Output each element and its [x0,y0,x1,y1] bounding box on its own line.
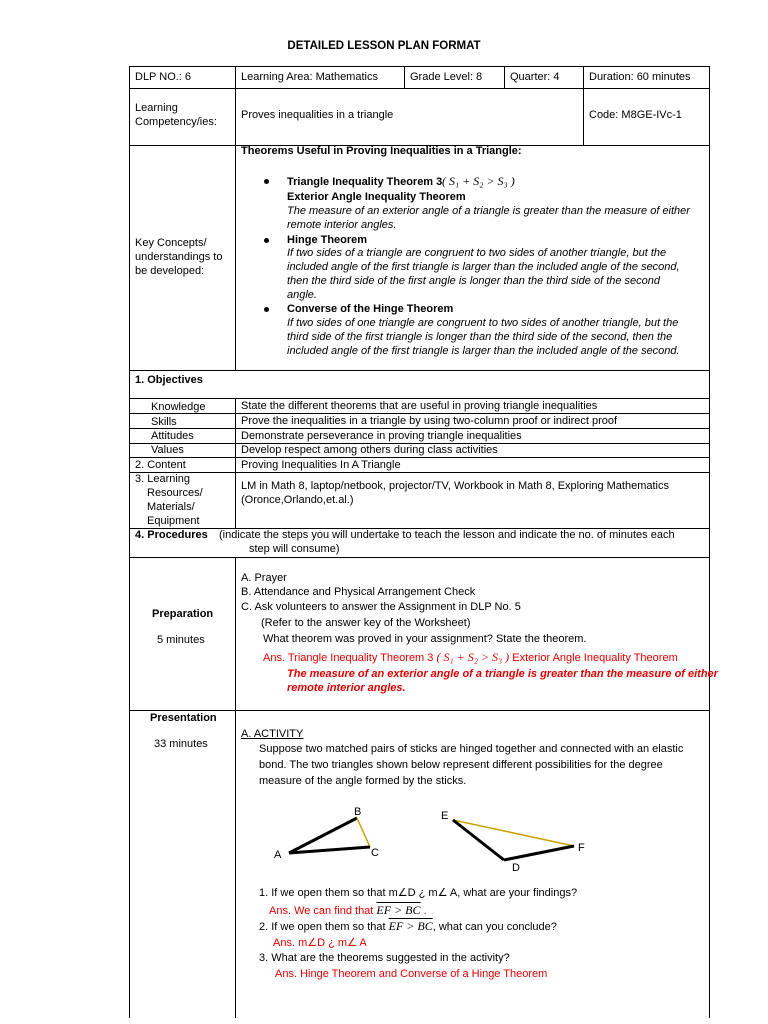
answer-suffix: Exterior Angle Inequality Theorem [512,652,678,664]
theorem-formula: ( S₁ + S₂ > S₃ ) [442,174,515,188]
activity-text: Suppose two matched pairs of sticks are hinged together and connected with an elastic [259,743,684,755]
preparation-step: B. Attendance and Physical Arrangement Check [241,586,476,598]
answer-1-formula: EF > BC [376,903,421,917]
answer-formula: ( S₁ + S₂ > S₃ ) [436,650,510,664]
triangles-figure [260,800,600,880]
answer-1-prefix: Ans. We can find that [269,905,374,917]
triangle-def-side-df [504,846,574,860]
objective-text: Develop respect among others during class activities [241,444,498,456]
page-title: DETAILED LESSON PLAN FORMAT [287,40,481,52]
bullet-icon [264,179,269,184]
question-2-formula: EF > BC [388,919,433,933]
theorem-text: If two sides of a triangle are congruent to two sides of another triangle, but the [287,247,667,259]
preparation-answer-text: The measure of an exterior angle of a triangle is greater than the measure of either [287,668,718,680]
bullet-icon [264,307,269,312]
competency-label-1: Learning [135,102,178,114]
theorem-text: remote interior angles. [287,219,397,231]
preparation-step: What theorem was proved in your assignment? State the theorem. [263,633,587,645]
objective-label: Attitudes [151,430,194,442]
theorem-text: third side of the first triangle is longer than the third side of the second, then the [287,331,673,343]
theorem-text: then the third side of the first angle is longer than the third side of the second [287,275,661,287]
bullet-icon [264,238,269,243]
procedures-note: step will consume) [249,543,340,555]
preparation-step: A. Prayer [241,572,287,584]
objective-text: Prove the inequalities in a triangle by using two-column proof or indirect proof [241,415,618,427]
resources-label-3: Materials/ [147,501,195,513]
objective-label: Values [151,444,184,456]
resources-label-2: Resources/ [147,487,203,499]
competency-text: Proves inequalities in a triangle [241,109,394,121]
duration: Duration: 60 minutes [589,71,691,83]
quarter: Quarter: 4 [510,71,560,83]
answer-1 [269,903,427,918]
objective-label: Knowledge [151,401,206,413]
answer-prefix: Ans. Triangle Inequality Theorem 3 [263,652,434,664]
resources-text: (Oronce,Orlando,et.al.) [241,494,354,506]
key-concepts-heading: Theorems Useful in Proving Inequalities in a Triangle: [241,145,522,157]
answer-1-suffix: . [423,905,427,917]
preparation-time: 5 minutes [157,634,205,646]
theorem-text: The measure of an exterior angle of a triangle is greater than the measure of either [287,205,690,217]
key-concepts-label-2: understandings to [135,251,223,263]
objective-text: State the different theorems that are useful in proving triangle inequalities [241,400,598,412]
procedures-heading: 4. Procedures [135,529,208,541]
theorem-text: included angle of the first triangle is larger than the included angle of the second. [287,345,680,357]
answer-3: Ans. Hinge Theorem and Converse of a Hinge Theorem [275,968,548,980]
presentation-label: Presentation [150,712,217,724]
activity-heading: A. ACTIVITY [241,728,304,740]
theorem-text: angle. [287,289,317,301]
vertex-label-e: E [441,810,449,822]
content-label: 2. Content [135,459,186,471]
vertex-label-d: D [512,862,520,874]
content-text: Proving Inequalities In A Triangle [241,459,401,471]
competency-label-2: Competency/ies: [135,116,217,128]
procedures-note: (indicate the steps you will undertake to teach the lesson and indicate the no. of minutes each [219,529,675,541]
resources-text: LM in Math 8, laptop/netbook, projector/TV, Workbook in Math 8, Exploring Mathematics [241,480,669,492]
theorem-title: Triangle Inequality Theorem 3 [287,176,443,188]
resources-label-1: 3. Learning [135,473,191,485]
dlp-number: DLP NO.: 6 [135,71,192,83]
question-1: 1. If we open them so that m∠D ¿ m∠ A, what are your findings? [259,887,578,899]
question-2 [259,919,557,934]
vertex-label-a: A [274,849,282,861]
theorem-title-2: Exterior Angle Inequality Theorem [287,191,466,203]
learning-area: Learning Area: Mathematics [241,71,378,83]
theorem-text: If two sides of one triangle are congruent to two sides of another triangle, but the [287,317,679,329]
grade-level: Grade Level: 8 [410,71,483,83]
vertex-label-f: F [578,842,585,854]
question-2-prefix: 2. If we open them so that [259,921,386,933]
preparation-step: (Refer to the answer key of the Worksheet) [261,617,471,629]
theorem-text: included angle of the first triangle is larger than the included angle of the second, [287,261,680,273]
preparation-answer [263,650,678,665]
theorem-title: Hinge Theorem [287,234,368,246]
question-3: 3. What are the theorems suggested in the activity? [259,952,510,964]
triangle-abc-side-bc [357,818,370,847]
objectives-heading: 1. Objectives [135,374,203,386]
resources-label-4: Equipment [147,515,200,527]
vertex-label-b: B [354,806,362,818]
theorem-title: Converse of the Hinge Theorem [287,303,454,315]
key-concepts-label-3: be developed: [135,265,205,277]
presentation-time: 33 minutes [154,738,208,750]
objective-label: Skills [151,416,177,428]
vertex-label-c: C [371,847,379,859]
activity-text: bond. The two triangles shown below represent different possibilities for the degree [259,759,663,771]
objective-text: Demonstrate perseverance in proving triangle inequalities [241,430,522,442]
preparation-answer-text: remote interior angles. [287,682,406,694]
activity-text: measure of the angle formed by the sticks. [259,775,467,787]
question-2-suffix: , what can you conclude? [432,921,557,933]
competency-code: Code: M8GE-IVc-1 [589,109,682,121]
answer-2: Ans. m∠D ¿ m∠ A [273,937,367,949]
preparation-label: Preparation [152,608,214,620]
preparation-step: C. Ask volunteers to answer the Assignment in DLP No. 5 [241,601,521,613]
key-concepts-label-1: Key Concepts/ [135,237,207,249]
